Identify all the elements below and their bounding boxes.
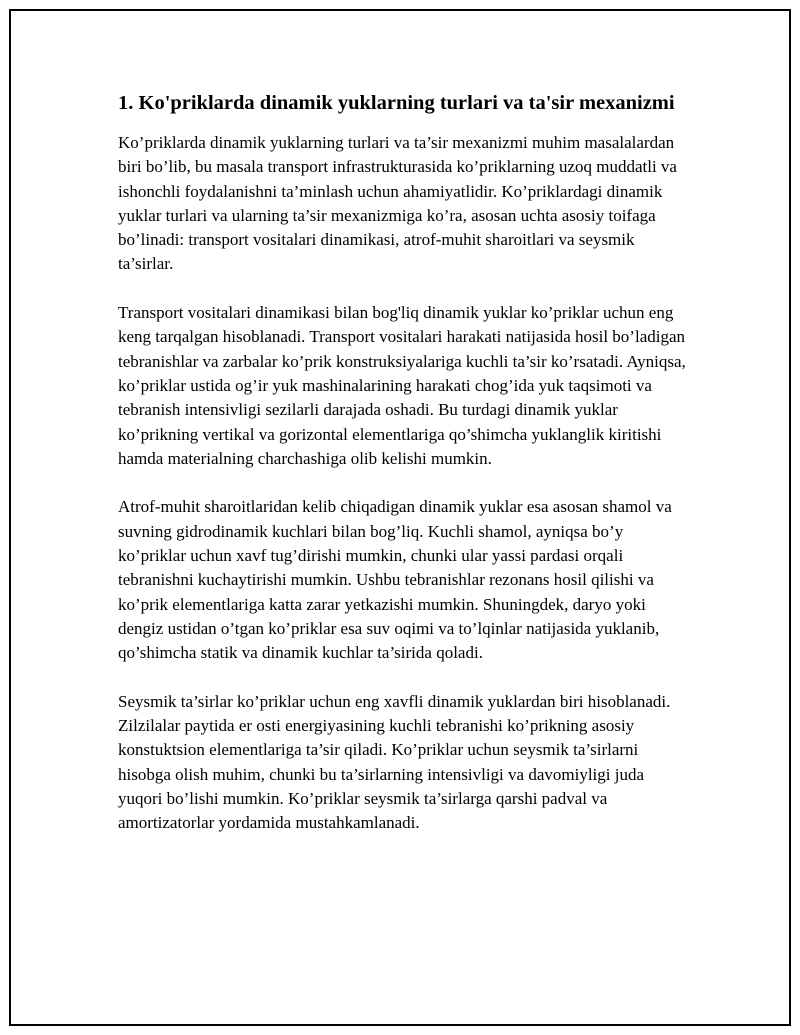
paragraph-environmental-loads: Atrof-muhit sharoitlaridan kelib chiqadigan dinamik yuklar esa asosan shamol va suvning gidrodinamik kuchlari bilan bog’liq. Kuchli shamol, ayniqsa bo’y ko’priklar uchun xavf tug’dirishi mumkin, chunki ular yassi pardasi orqali tebranishni kuchaytirishi mumkin. Ushbu tebranishlar rezonans hosil qilishi va ko’prik elementlariga katta zarar yetkazishi mumkin. Shuningdek, daryo yoki dengiz ustidan o’tgan ko’priklar esa suv oqimi va to’lqinlar natijasida yuklanib, qo’shimcha statik va dinamik kuchlar ta’sirida qoladi. <box>118 497 672 663</box>
paragraph-transport-loads: Transport vositalari dinamikasi bilan bog'liq dinamik yuklar ko’priklar uchun eng keng tarqalgan hisoblanadi. Transport vositalari harakati natijasida hosil bo’ladigan tebranishlar va zarbalar ko’prik konstruksiyalariga kuchli ta’sir ko’rsatadi. Ayniqsa, ko’priklar ustida og’ir yuk mashinalarining harakati chog’ida yuk taqsimoti va tebranish intensivligi sezilarli darajada oshadi. Bu turdagi dinamik yuklar ko’prikning vertikal va gorizontal elementlariga qo’shimcha yuklanglik kiritishi hamda materialning charchashiga olib kelishi mumkin. <box>118 303 686 468</box>
section-heading: 1. Ko'priklarda dinamik yuklarning turlari va ta'sir mexanizmi <box>118 92 675 114</box>
paragraph-seismic-loads: Seysmik ta’sirlar ko’priklar uchun eng xavfli dinamik yuklardan biri hisoblanadi. Zilzilalar paytida er osti energiyasining kuchli tebranishi ko’prikning asosiy konstuktsion elementlariga ta’sir qiladi. Ko’priklar uchun seysmik ta’sirlarni hisobga olish muhim, chunki bu ta’sirlarning intensivligi va davomiyligi juda yuqori bo’lishi mumkin. Ko’priklar seysmik ta’sirlarga qarshi padval va amortizatorlar yordamida mustahkamlanadi. <box>118 691 671 833</box>
document-body <box>118 90 688 860</box>
paragraph-intro: Ko’priklarda dinamik yuklarning turlari va ta’sir mexanizmi muhim masalalardan biri bo’lib, bu masala transport infrastrukturasida ko’priklarning uzoq muddatli va ishonchli foydalanishni ta’minlash uchun ahamiyatlidir. Ko’priklardagi dinamik yuklar turlari va ularning ta’sir mexanizmiga ko’ra, asosan uchta asosiy toifaga bo’linadi: transport vositalari dinamikasi, atrof-muhit sharoitlari va seysmik ta’sirlar. <box>118 133 677 274</box>
